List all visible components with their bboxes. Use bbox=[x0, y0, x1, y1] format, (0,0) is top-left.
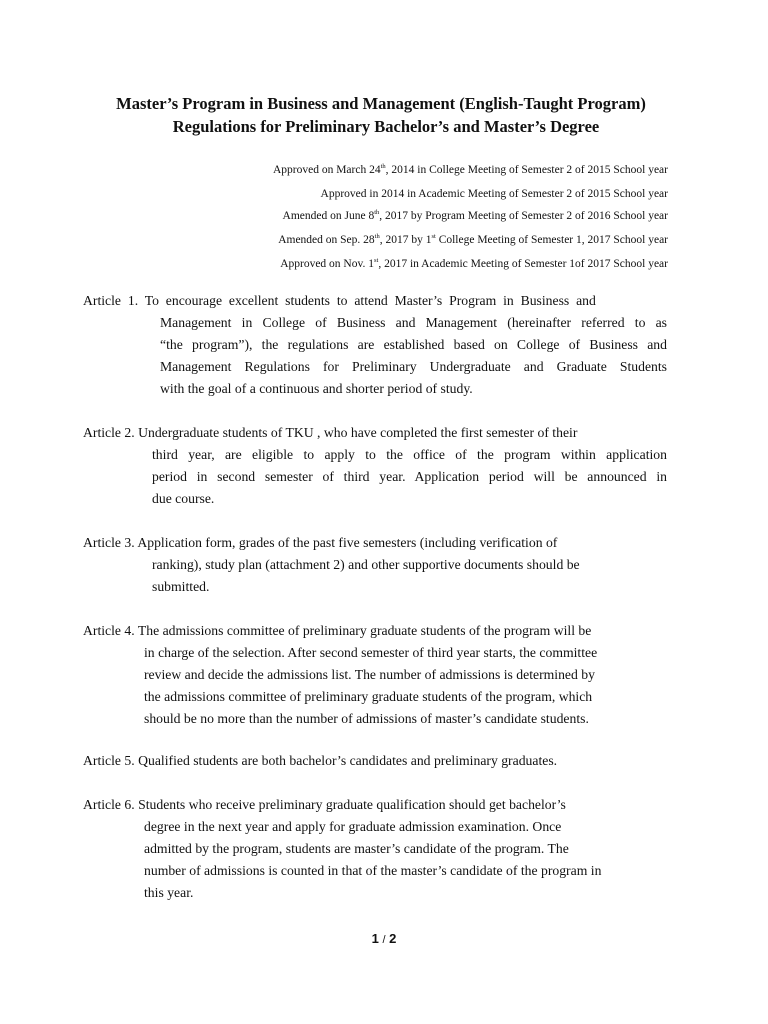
article-4-line: should be no more than the number of admissions of master’s candidate students. bbox=[144, 711, 589, 726]
article-5-line: Article 5. Qualified students are both bachelor’s candidates and preliminary graduates. bbox=[83, 753, 558, 768]
article-6-line: number of admissions is counted in that of the master’s candidate of the program in bbox=[144, 863, 602, 878]
total-pages: 2 bbox=[389, 931, 397, 946]
article-2-line: third year, are eligible to apply to the office of the program within application bbox=[152, 447, 667, 462]
document-title-line-1: Master’s Program in Business and Management (English-Taught Program) bbox=[116, 94, 646, 113]
approval-line: Approved on Nov. 1st, 2017 in Academic Meeting of Semester 1of 2017 School year bbox=[280, 257, 668, 270]
article-4-line: in charge of the selection. After second semester of third year starts, the committee bbox=[144, 645, 598, 660]
article-1 bbox=[83, 290, 667, 400]
approval-line: Amended on June 8th, 2017 by Program Meeting of Semester 2 of 2016 School year bbox=[282, 209, 668, 222]
page-separator: / bbox=[382, 934, 386, 946]
article-1-line: “the program”), the regulations are established based on College of Business and bbox=[160, 337, 667, 352]
approval-history bbox=[273, 159, 668, 277]
approval-line: Amended on Sep. 28th, 2017 by 1st College Meeting of Semester 1, 2017 School year bbox=[278, 233, 668, 246]
approval-line: Approved on March 24th, 2014 in College Meeting of Semester 2 of 2015 School year bbox=[272, 163, 668, 176]
article-5 bbox=[83, 750, 667, 772]
article-6-line: degree in the next year and apply for graduate admission examination. Once bbox=[144, 819, 562, 834]
article-6-line: this year. bbox=[144, 885, 194, 900]
article-6-line: admitted by the program, students are master’s candidate of the program. The bbox=[144, 841, 569, 856]
article-1-line: with the goal of a continuous and shorter period of study. bbox=[160, 381, 473, 396]
article-1-line: Management Regulations for Preliminary Undergraduate and Graduate Students bbox=[160, 359, 667, 374]
article-3-line: submitted. bbox=[152, 579, 210, 594]
article-4 bbox=[83, 620, 667, 730]
article-3-line: ranking), study plan (attachment 2) and other supportive documents should be bbox=[152, 557, 580, 572]
current-page: 1 bbox=[371, 931, 379, 946]
article-4-line: Article 4. The admissions committee of preliminary graduate students of the program will be bbox=[83, 623, 592, 638]
document-title-line-2: Regulations for Preliminary Bachelor’s and Master’s Degree bbox=[172, 117, 600, 136]
article-2-line: Article 2. Undergraduate students of TKU , who have completed the first semester of their bbox=[83, 425, 578, 440]
article-1-line: Article 1. To encourage excellent students to attend Master’s Program in Business and bbox=[83, 293, 596, 308]
article-4-line: review and decide the admissions list. The number of admissions is determined by bbox=[144, 667, 595, 682]
article-2 bbox=[83, 422, 667, 510]
article-3 bbox=[83, 532, 667, 598]
article-6 bbox=[83, 794, 667, 904]
article-6-line: Article 6. Students who receive preliminary graduate qualification should get bachelor’s bbox=[83, 797, 566, 812]
article-2-line: period in second semester of third year. Application period will be announced in bbox=[152, 469, 667, 484]
approval-line: Approved in 2014 in Academic Meeting of Semester 2 of 2015 School year bbox=[320, 188, 668, 200]
article-4-line: the admissions committee of preliminary graduate students of the program, which bbox=[144, 689, 593, 704]
page-number bbox=[0, 930, 768, 949]
article-1-line: Management in College of Business and Management (hereinafter referred to as bbox=[160, 315, 667, 330]
article-2-line: due course. bbox=[152, 491, 215, 506]
article-3-line: Article 3. Application form, grades of the past five semesters (including verification of bbox=[83, 535, 558, 550]
